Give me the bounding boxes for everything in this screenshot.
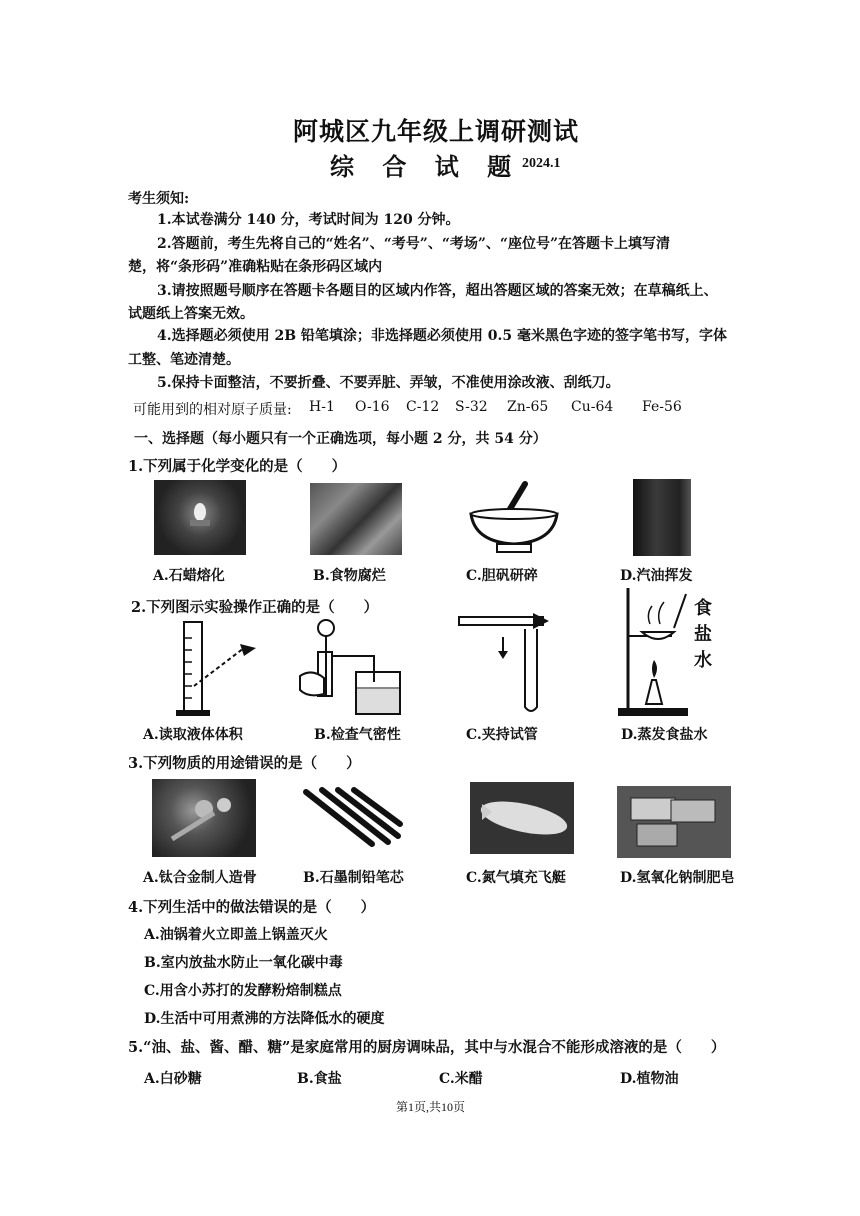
titanium-bone-image: [152, 779, 256, 857]
graphite-pencil-image: [300, 786, 404, 850]
q1-caption-a: A.石蜡熔化: [153, 568, 225, 584]
mass-zn: Zn-65: [507, 399, 549, 415]
notice-item: 3.请按照题号顺序在答题卡各题目的区域内作答，超出答题区域的答案无效；在草稿纸上、: [157, 283, 718, 299]
salt-water-label-char: 水: [694, 650, 712, 671]
q5-option-b: B.食盐: [297, 1071, 342, 1087]
question-3-stem: 3.下列物质的用途错误的是（ ）: [128, 755, 361, 772]
exam-date: 2024.1: [522, 156, 561, 171]
q5-option-d: D.植物油: [620, 1071, 679, 1087]
mass-s: S-32: [455, 399, 488, 415]
q1-caption-d: D.汽油挥发: [620, 568, 693, 584]
q2-caption-d: D.蒸发食盐水: [621, 727, 708, 743]
masses-label: 可能用到的相对原子质量:: [133, 402, 292, 418]
q2-caption-b: B.检查气密性: [314, 727, 401, 743]
q1-caption-c: C.胆矾研碎: [466, 568, 538, 584]
page-footer: 第1页,共10页: [396, 1100, 466, 1114]
airtightness-check-image: [294, 612, 412, 720]
question-1-stem: 1.下列属于化学变化的是（ ）: [128, 458, 347, 475]
q2-caption-a: A.读取液体体积: [143, 727, 243, 743]
exam-title: 阿城区九年级上调研测试: [293, 117, 580, 146]
notice-item: 5.保持卡面整洁，不要折叠、不要弄脏、弄皱，不准使用涂改液、刮纸刀。: [157, 375, 620, 391]
candle-wax-image: [154, 480, 246, 555]
salt-water-label-char: 盐: [694, 624, 712, 645]
gasoline-image: [633, 479, 691, 556]
rotting-food-image: [310, 483, 402, 555]
q5-option-a: A.白砂糖: [144, 1071, 202, 1087]
mass-h: H-1: [309, 399, 335, 415]
notice-item: 1.本试卷满分 140 分，考试时间为 120 分钟。: [157, 212, 460, 228]
nitrogen-airship-image: [470, 782, 574, 854]
salt-water-label-char: 食: [694, 598, 712, 619]
q3-caption-c: C.氮气填充飞艇: [466, 870, 566, 886]
q5-option-c: C.米醋: [439, 1071, 483, 1087]
salt-water-label: [694, 596, 714, 674]
notice-item: 工整、笔迹清楚。: [128, 352, 240, 368]
test-tube-holder-image: [455, 611, 555, 717]
graduated-cylinder-image: [170, 618, 260, 718]
q3-caption-b: B.石墨制铅笔芯: [303, 870, 404, 886]
q4-option-b: B.室内放盐水防止一氧化碳中毒: [144, 955, 343, 971]
notice-heading: 考生须知:: [128, 191, 190, 207]
q3-caption-a: A.钛合金制人造骨: [143, 870, 257, 886]
mass-cu: Cu-64: [571, 399, 614, 415]
question-4-stem: 4.下列生活中的做法错误的是（ ）: [128, 899, 376, 916]
q2-caption-c: C.夹持试管: [466, 727, 538, 743]
mortar-pestle-image: [463, 478, 565, 556]
question-5-stem: 5.“油、盐、酱、醋、糖”是家庭常用的厨房调味品，其中与水混合不能形成溶液的是（ ）: [128, 1039, 726, 1056]
section-heading: 一、选择题（每小题只有一个正确选项，每小题 2 分，共 54 分）: [134, 431, 547, 447]
q3-caption-d: D.氢氧化钠制肥皂: [620, 870, 735, 886]
notice-item: 楚，将“条形码”准确粘贴在条形码区域内: [128, 259, 383, 275]
mass-fe: Fe-56: [642, 399, 682, 415]
soap-bars-image: [617, 786, 731, 858]
exam-subtitle: 综 合 试 题: [330, 152, 522, 181]
notice-item: 2.答题前，考生先将自己的“姓名”、“考号”、“考场”、“座位号”在答题卡上填写清: [157, 236, 671, 252]
q4-option-a: A.油锅着火立即盖上锅盖灭火: [144, 927, 328, 943]
notice-item: 4.选择题必须使用 2B 铅笔填涂；非选择题必须使用 0.5 毫米黑色字迹的签字笔书写，字体: [157, 328, 728, 344]
q4-option-d: D.生活中可用煮沸的方法降低水的硬度: [144, 1011, 385, 1027]
q1-caption-b: B.食物腐烂: [313, 568, 386, 584]
mass-o: O-16: [355, 399, 390, 415]
question-2-stem: 2.下列图示实验操作正确的是（ ）: [131, 599, 379, 616]
notice-item: 试题纸上答案无效。: [128, 306, 254, 322]
mass-c: C-12: [406, 399, 440, 415]
q4-option-c: C.用含小苏打的发酵粉焙制糕点: [144, 983, 342, 999]
evaporation-setup-image: [616, 584, 690, 720]
